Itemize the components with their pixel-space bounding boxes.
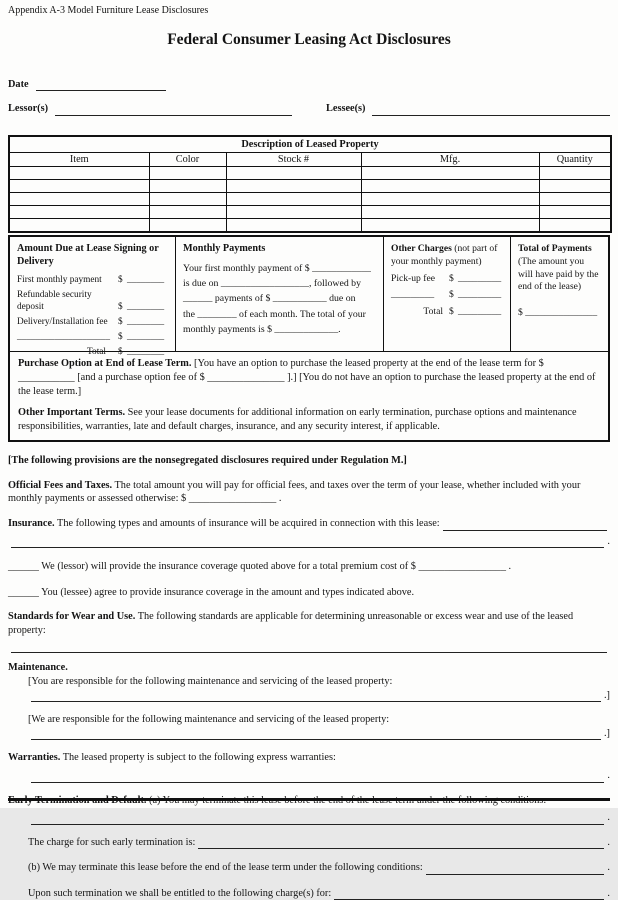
table-cell xyxy=(9,167,149,180)
disclosure-box xyxy=(8,235,610,442)
table-title-row xyxy=(9,136,611,153)
table-cell xyxy=(9,219,149,233)
lessee-field xyxy=(326,102,610,116)
wear-and-use-heading: Standards for Wear and Use. xyxy=(8,611,136,623)
other-terms-text: See your lease documents for additional information on early termination, purchase options and maintenance responsibilities, warranties, late and default charges, insurance, and any security interest, if applicable. xyxy=(18,407,577,432)
table-row xyxy=(9,206,611,219)
date-row xyxy=(8,78,610,92)
wear-and-use-blank-line xyxy=(8,641,610,653)
amount-blank: _________ xyxy=(458,306,502,317)
charge-tail: . xyxy=(607,836,610,848)
lessor-field xyxy=(8,102,292,116)
other-charges-row xyxy=(391,289,504,302)
table-row xyxy=(9,167,611,180)
other-charges-title xyxy=(391,243,504,268)
maintenance-you-blank-line xyxy=(28,689,610,703)
amount-due-row-label: ____________________ xyxy=(17,331,110,342)
other-charges-row-label: Pick-up fee xyxy=(391,272,435,284)
upon-text: Upon such termination we shall be entitled to the following charge(s) for: xyxy=(28,887,332,899)
total-of-payments-title xyxy=(518,243,601,294)
table-row xyxy=(9,193,611,206)
warranties-section xyxy=(8,751,610,782)
table-header-row xyxy=(9,152,611,167)
table-cell xyxy=(226,219,361,233)
amount-due-row-label: Refundable security deposit xyxy=(17,289,92,312)
total-of-payments-blank: $ _______________ xyxy=(518,307,598,318)
monthly-payments-title: Monthly Payments xyxy=(183,243,266,255)
early-termination-a-blank-line xyxy=(28,811,610,825)
warranties-blank-line xyxy=(28,769,610,783)
currency-sign: $ xyxy=(449,289,454,301)
official-fees-paragraph xyxy=(8,479,610,506)
maintenance-we-blank xyxy=(31,728,601,740)
insurance-blank-continued xyxy=(11,536,604,548)
table-cell xyxy=(9,180,149,193)
table-cell xyxy=(149,206,226,219)
date-label: Date xyxy=(8,78,29,90)
amount-due-row-label: First monthly payment xyxy=(17,274,102,285)
amount-due-row xyxy=(17,274,169,286)
document-title: Federal Consumer Leasing Act Disclosures xyxy=(167,31,451,49)
lessee-label: Lessee(s) xyxy=(326,103,366,115)
warranties-intro xyxy=(8,751,610,765)
purchase-option-paragraph xyxy=(10,351,608,402)
insurance-paragraph xyxy=(8,517,610,548)
maintenance-you-line: [You are responsible for the following maintenance and servicing of the leased property: xyxy=(28,676,393,688)
amount-due-row xyxy=(17,331,169,343)
insurance-line-1 xyxy=(8,517,610,531)
monthly-payments-line: the ________ of each month. The total of your xyxy=(183,308,366,320)
table-cell xyxy=(9,193,149,206)
monthly-payments-line: is due on __________________, followed by xyxy=(183,278,361,290)
insurance-lessee-line: ______ You (lessee) agree to provide insurance coverage in the amount and types indicated above. xyxy=(8,586,415,598)
upon-blank xyxy=(334,888,604,900)
amount-blank: ________ xyxy=(127,302,165,312)
amount-due-box xyxy=(10,237,175,357)
table-cell xyxy=(226,193,361,206)
purchase-option-heading: Purchase Option at End of Lease Term. xyxy=(18,358,192,370)
early-termination-section xyxy=(8,794,610,900)
wear-and-use-text: The following standards are applicable for determining unreasonable or excess wear and use of the leased property: xyxy=(8,611,574,636)
column-header-color: Color xyxy=(149,152,226,167)
other-charges-row-label: _________ xyxy=(391,289,435,301)
total-of-payments-box xyxy=(510,237,607,351)
amount-due-row xyxy=(17,316,169,328)
amount-blank: ________ xyxy=(127,346,165,357)
warranties-tail: . xyxy=(607,769,610,781)
amount-blank: _________ xyxy=(458,289,502,301)
table-cell xyxy=(361,219,539,233)
table-cell xyxy=(361,167,539,180)
warranties-blank xyxy=(31,771,604,783)
amount-due-title: Amount Due at Lease Signing or Delivery xyxy=(17,243,159,268)
table-cell xyxy=(149,180,226,193)
early-termination-charge-line xyxy=(28,836,610,850)
table-cell xyxy=(149,167,226,180)
monthly-payments-box xyxy=(175,237,383,351)
warranties-heading: Warranties. xyxy=(8,752,61,764)
table-cell xyxy=(361,206,539,219)
table-row xyxy=(9,180,611,193)
currency-sign: $ xyxy=(449,272,454,284)
insurance-line-tail: . xyxy=(607,535,610,547)
amount-due-row xyxy=(17,289,169,314)
insurance-text: The following types and amounts of insurance will be acquired in connection with this lease: xyxy=(57,518,440,529)
other-charges-row xyxy=(391,306,504,319)
table-cell xyxy=(539,167,611,180)
column-header-mfg: Mfg. xyxy=(361,152,539,167)
maintenance-we-line: [We are responsible for the following maintenance and servicing of the leased property: xyxy=(28,714,390,726)
currency-sign: $ xyxy=(449,306,454,317)
lessor-label: Lessor(s) xyxy=(8,103,49,115)
maintenance-we-tail: .] xyxy=(603,727,610,739)
insurance-blank xyxy=(443,519,607,531)
insurance-line-2 xyxy=(8,535,610,549)
early-termination-b-line xyxy=(28,861,610,875)
amount-due-row xyxy=(17,346,169,358)
amount-blank: _________ xyxy=(458,272,502,284)
table-cell xyxy=(149,219,226,233)
other-charges-row-label: Total xyxy=(423,306,443,317)
total-of-payments-subtitle: (The amount you will have paid by the end of the lease) xyxy=(518,256,599,293)
maintenance-section xyxy=(8,661,610,740)
monthly-payments-line: monthly payments is $ _____________. xyxy=(183,323,341,335)
official-fees-text: The total amount you will pay for official fees, and taxes over the term of your lease, whether included with your monthly payments or assessed otherwise: $ _________________ . xyxy=(8,479,581,505)
table-cell xyxy=(226,206,361,219)
purchase-option-text: [You have an option to purchase the leased property at the end of the lease term for $ ___________ [and a purchase option fee of $ _______________ ].] [You do not have an option to purchase the leased property at the end of the lease term.] xyxy=(18,358,596,397)
currency-sign: $ xyxy=(118,331,123,342)
table-cell xyxy=(539,180,611,193)
date-blank xyxy=(36,78,166,91)
warranties-text: The leased property is subject to the following express warranties: xyxy=(62,752,336,764)
insurance-heading: Insurance. xyxy=(8,518,55,529)
wear-and-use-paragraph xyxy=(8,610,610,653)
monthly-payments-line: ______ payments of $ ___________ due on xyxy=(183,293,356,305)
bottom-rule xyxy=(8,798,610,801)
wear-and-use-blank xyxy=(11,641,607,653)
b-tail: . xyxy=(607,862,610,874)
table-cell xyxy=(361,193,539,206)
lessor-blank xyxy=(55,103,292,116)
table-cell xyxy=(539,206,611,219)
maintenance-we-blank-line xyxy=(28,727,610,741)
insurance-intro xyxy=(8,517,440,531)
b-blank xyxy=(426,863,605,875)
regulation-note: [The following provisions are the nonsegregated disclosures required under Regulation M.] xyxy=(8,455,407,467)
parties-row xyxy=(8,102,610,116)
maintenance-you-blank xyxy=(31,690,601,702)
charge-text: The charge for such early termination is: xyxy=(28,836,196,848)
table-cell xyxy=(226,180,361,193)
charge-blank xyxy=(198,837,604,849)
other-charges-rows xyxy=(391,273,504,319)
appendix-label: Appendix A-3 Model Furniture Lease Disclosures xyxy=(8,5,209,16)
column-header-item: Item xyxy=(9,152,149,167)
b-text: (b) We may terminate this lease before the end of the lease term under the following conditions: xyxy=(28,862,423,874)
table-cell xyxy=(9,206,149,219)
official-fees-heading: Official Fees and Taxes. xyxy=(8,479,113,491)
table-cell xyxy=(226,167,361,180)
amount-due-row-label: Total xyxy=(87,346,106,357)
amount-due-row-label: Delivery/Installation fee xyxy=(17,316,108,327)
table-cell xyxy=(361,180,539,193)
lessee-blank xyxy=(372,103,610,116)
amount-due-rows xyxy=(17,274,169,358)
property-table xyxy=(8,135,612,234)
other-charges-row xyxy=(391,273,504,286)
currency-sign: $ xyxy=(118,274,123,285)
table-cell xyxy=(149,193,226,206)
monthly-payments-line: Your first monthly payment of $ ____________ xyxy=(183,263,371,275)
payment-boxes-row xyxy=(10,237,608,357)
upon-tail: . xyxy=(607,887,610,899)
table-title: Description of Leased Property xyxy=(9,136,611,153)
other-terms-heading: Other Important Terms. xyxy=(18,407,126,419)
currency-sign: $ xyxy=(118,316,123,327)
other-charges-subtitle: (not part of your monthly payment) xyxy=(391,243,498,268)
wear-and-use-intro xyxy=(8,610,610,637)
other-charges-box xyxy=(383,237,510,351)
maintenance-heading: Maintenance. xyxy=(8,662,68,674)
amount-blank: ________ xyxy=(127,274,165,285)
amount-blank: ________ xyxy=(127,316,165,327)
other-charges-heading: Other Charges xyxy=(391,243,452,255)
early-termination-a-tail: . xyxy=(607,812,610,824)
table-row xyxy=(9,219,611,233)
currency-sign: $ xyxy=(118,302,123,312)
maintenance-you-tail: .] xyxy=(603,689,610,701)
insurance-lessor-line: ______ We (lessor) will provide the insurance coverage quoted above for a total premium cost of $ _________________ . xyxy=(8,561,512,573)
early-termination-a-blank xyxy=(31,813,604,825)
early-termination-upon-line xyxy=(28,887,610,900)
amount-blank: ________ xyxy=(127,331,165,342)
table-cell xyxy=(539,193,611,206)
column-header-quantity: Quantity xyxy=(539,152,611,167)
total-of-payments-heading: Total of Payments xyxy=(518,243,592,255)
table-cell xyxy=(539,219,611,233)
other-terms-paragraph xyxy=(10,402,608,440)
currency-sign: $ xyxy=(118,346,123,357)
column-header-stock: Stock # xyxy=(226,152,361,167)
